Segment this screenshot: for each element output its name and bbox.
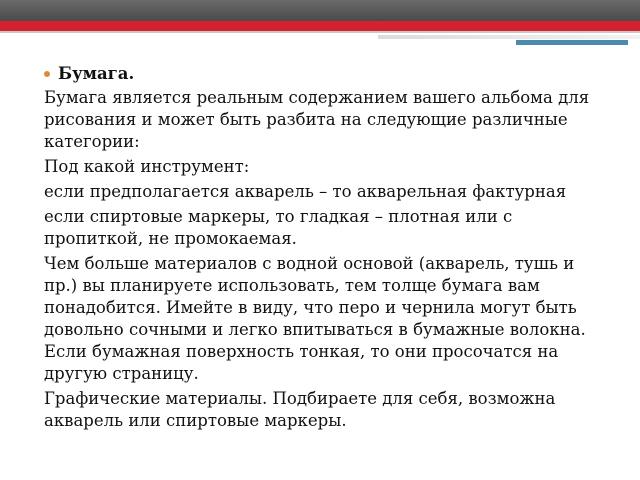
slide-heading: Бумага. — [58, 64, 135, 83]
paragraph-question: Под какой инструмент: — [44, 157, 250, 176]
header-grey-line — [0, 31, 640, 33]
slide-header-decoration — [0, 0, 640, 46]
paragraph-thickness: Чем больше материалов с водной основой (акварель, тушь и пр.) вы планируете использовать, тем толще бумага вам понадобится. Имейте в виду, что перо и чернила могут быть довольно сочными и легко впитываться в бумажные волокна. Если бумажная поверхность тонкая, то они просочатся на другую страницу. — [44, 254, 586, 383]
header-red-band — [0, 21, 640, 31]
paragraph-markers: если спиртовые маркеры, то гладкая – плотная или с пропиткой, не промокаемая. — [44, 207, 513, 248]
header-dark-band — [0, 0, 640, 21]
header-blue-accent — [516, 40, 628, 45]
slide-body — [44, 63, 604, 435]
paragraph-graphic-materials: Графические материалы. Подбираете для себя, возможна акварель или спиртовые маркеры. — [44, 389, 556, 430]
paragraph-watercolor: если предполагается акварель – то акварельная фактурная — [44, 182, 567, 201]
header-accent-line — [378, 35, 640, 39]
paragraph-intro: Бумага является реальным содержанием вашего альбома для рисования и может быть разбита на следующие различные категории: — [44, 88, 590, 151]
bullet-icon — [44, 71, 50, 77]
bullet-item — [44, 63, 604, 85]
